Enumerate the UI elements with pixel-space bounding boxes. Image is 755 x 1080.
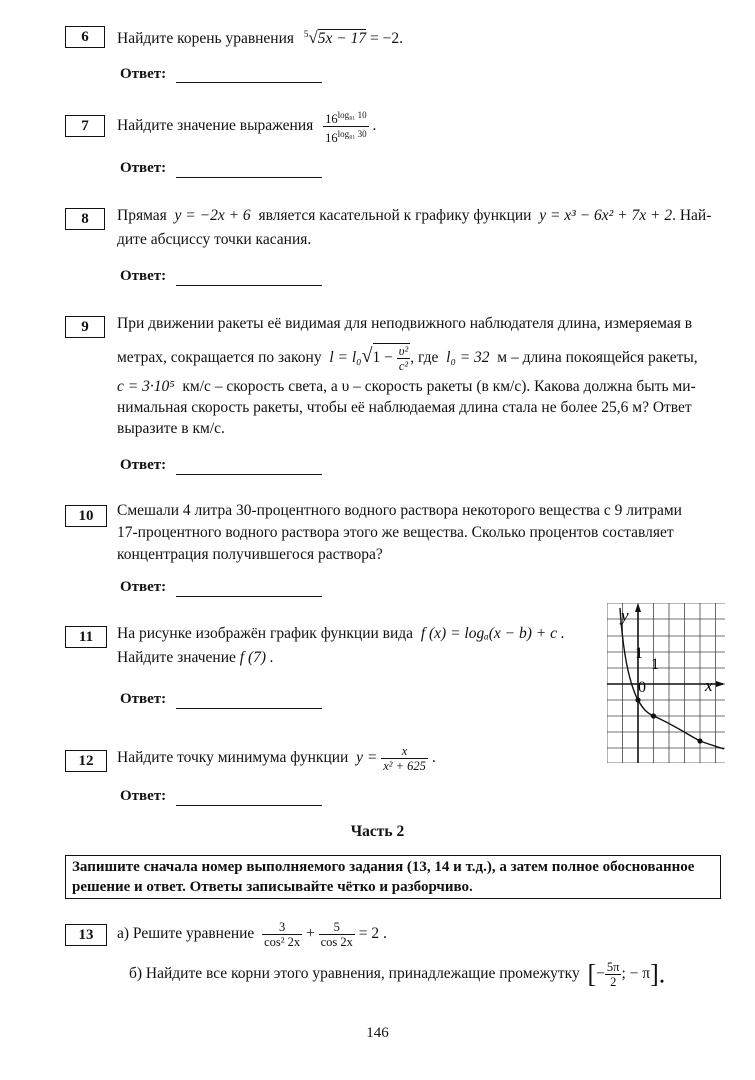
answer-line-7[interactable] [176, 177, 322, 178]
task-number-6: 6 [65, 26, 105, 48]
y-one-label: 1 [635, 645, 643, 662]
x-one-label: 1 [651, 656, 659, 673]
page-number: 146 [366, 1025, 389, 1041]
origin-label: 0 [638, 679, 646, 696]
answer-label-12: Ответ: [120, 788, 167, 804]
y-axis-label: y [621, 606, 629, 625]
task-9-line3: c = 3·10⁵ км/с – скорость света, а υ – скорость ракеты (в км/с). Какова должна быть ми- [117, 378, 696, 395]
task-13a-text: а) Решите уравнение $\frac{3}{\text{cos² 2x}}$ + $\frac{5}{\cos 2x}$ = 2 . [117, 919, 387, 949]
task-6-text: Найдите корень уравнения $^5$√5x − 17 = −2. [117, 28, 403, 48]
graph-point-2 [651, 713, 656, 718]
answer-label-10: Ответ: [120, 579, 167, 595]
part-2-instruction: Запишите сначала номер выполняемого задания (13, 14 и т.д.), а затем полное обоснованное решение и ответ. Ответы записывайте чётко и разборчиво. [65, 855, 721, 899]
task-11-text: На рисунке изображён график функции вида f (x) = logₐ(x − b) + c . Найдите значение f (7) . [117, 625, 565, 666]
answer-line-10[interactable] [176, 596, 322, 597]
answer-label-8: Ответ: [120, 268, 167, 284]
task-number-9: 9 [65, 316, 105, 338]
task-9-line1: При движении ракеты её видимая для неподвижного наблюдателя длина, измеряемая в [117, 315, 693, 332]
task-number-12: 12 [65, 750, 107, 772]
answer-line-8[interactable] [176, 285, 322, 286]
task-7-text: Найдите значение выражения $\frac{16^{log_{81} 10}}{16^{log_{81} 30}}$ . [117, 110, 377, 146]
task-13b-text: б) Найдите все корни этого уравнения, принадлежащие промежутку [− $\frac{5\pi}{2}$ ; − π]. [129, 959, 666, 989]
task-number-13: 13 [65, 924, 107, 946]
task-9-line2: метрах, сокращается по закону l = l₀√1 − $\frac{\text{υ²}}{\text{c²}}$ , где l₀ = 32 м – длина покоящейся ракеты, [117, 344, 698, 374]
answer-line-9[interactable] [176, 474, 322, 475]
part-2-title: Часть 2 [350, 823, 405, 840]
task-number-11: 11 [65, 626, 107, 648]
answer-label-6: Ответ: [120, 66, 167, 82]
task-10-text: Смешали 4 литра 30-процентного водного раствора некоторого вещества с 9 литрами 17-процентного водного раствора этого же вещества. Сколько процентов составляет концентрация получившегося раствора? [117, 502, 682, 563]
x-axis-label: x [705, 676, 713, 695]
task-12-text: Найдите точку минимума функции y = $\frac{x}{\text{x² + 625}}$ . [117, 744, 436, 773]
answer-label-11: Ответ: [120, 691, 167, 707]
answer-label-9: Ответ: [120, 457, 167, 473]
x-axis-arrow [716, 681, 725, 687]
answer-line-6[interactable] [176, 82, 322, 83]
task-11-graph [607, 603, 725, 763]
answer-line-11[interactable] [176, 708, 322, 709]
task-9-line4: нимальная скорость ракеты, чтобы её наблюдаемая длина стала не более 25,6 м? Ответ [117, 399, 692, 416]
graph-point-1 [635, 697, 640, 702]
answer-line-12[interactable] [176, 805, 322, 806]
graph-point-3 [697, 738, 702, 743]
task-9-line5: выразите в км/с. [117, 420, 225, 437]
task-number-8: 8 [65, 208, 105, 230]
task-number-10: 10 [65, 505, 107, 527]
y-axis-arrow [635, 603, 641, 612]
task-number-7: 7 [65, 115, 105, 137]
answer-label-7: Ответ: [120, 160, 167, 176]
task-8-text: Прямая y = −2x + 6 является касательной к графику функции y = x³ − 6x² + 7x + 2. Най- дите абсциссу точки касания. [117, 207, 712, 248]
